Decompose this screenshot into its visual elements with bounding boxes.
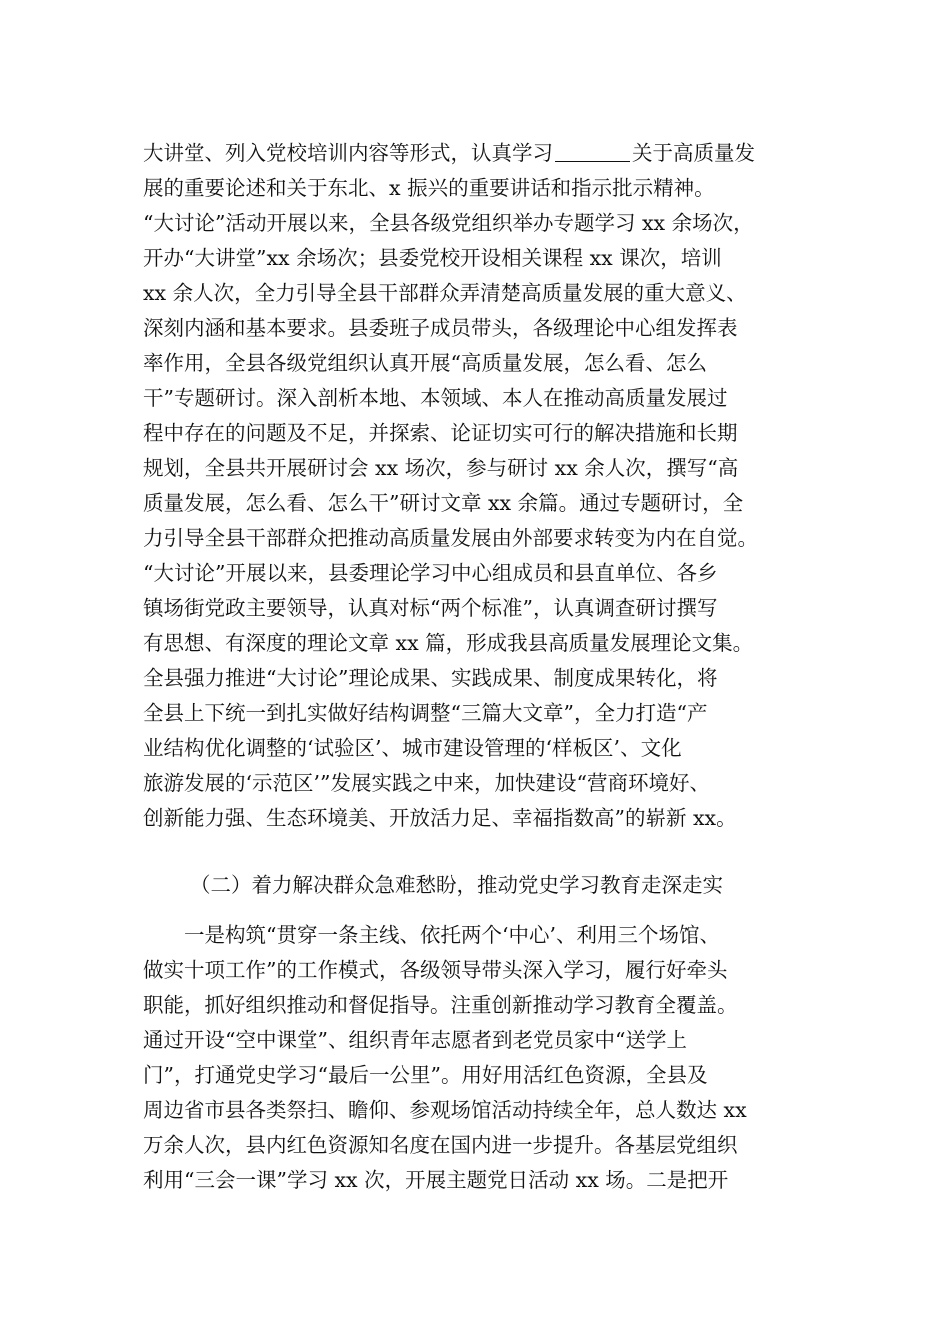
- text-line: 门”，打通党史学习“最后一公里”。用好用活红色资源，全县及: [143, 1063, 708, 1087]
- text-line-start: 大讲堂、列入党校培训内容等形式，认真学习: [143, 141, 553, 165]
- fill-in-blank: [555, 139, 630, 162]
- text-line: 万余人次，县内红色资源知名度在国内进一步提升。各基层党组织: [143, 1133, 738, 1157]
- text-line: 周边省市县各类祭扫、瞻仰、参观场馆活动持续全年，总人数达 xx: [143, 1098, 747, 1122]
- text-line: 规划，全县共开展研讨会 xx 场次，参与研讨 xx 余人次，撰写“高: [143, 456, 739, 480]
- text-line: “大讨论”开展以来，县委理论学习中心组成员和县直单位、各乡: [143, 561, 718, 585]
- text-line: xx 余人次，全力引导全县干部群众弄清楚高质量发展的重大意义、: [143, 281, 747, 305]
- text-line: 干”专题研讨。深入剖析本地、本领域、本人在推动高质量发展过: [143, 386, 728, 410]
- text-line: 率作用，全县各级党组织认真开展“高质量发展，怎么看、怎么: [143, 351, 707, 375]
- text-line: 职能，抓好组织推动和督促指导。注重创新推动学习教育全覆盖。: [143, 993, 738, 1017]
- text-line: 开办“大讲堂”xx 余场次；县委党校开设相关课程 xx 课次，培训: [143, 246, 722, 270]
- text-line: 业结构优化调整的‘试验区’、城市建设管理的‘样板区’、文化: [143, 736, 682, 760]
- text-line: 通过开设“空中课堂”、组织青年志愿者到老党员家中“送学上: [143, 1028, 687, 1052]
- text-line: 旅游发展的‘示范区’”发展实践之中来，加快建设“营商环境好、: [143, 771, 710, 795]
- text-line: 镇场街党政主要领导，认真对标“两个标准”，认真调查研讨撰写: [143, 596, 718, 620]
- text-line: [143, 136, 813, 171]
- text-line: 做实十项工作”的工作模式，各级领导带头深入学习，履行好牵头: [143, 958, 728, 982]
- text-line: 展的重要论述和关于东北、x 振兴的重要讲话和指示批示精神。: [143, 176, 715, 200]
- text-line: 程中存在的问题及不足，并探索、论证切实可行的解决措施和长期: [143, 421, 738, 445]
- text-line: 深刻内涵和基本要求。县委班子成员带头，各级理论中心组发挥表: [143, 316, 738, 340]
- body-paragraph-2: [143, 918, 813, 1198]
- text-line: 有思想、有深度的理论文章 xx 篇，形成我县高质量发展理论文集。: [143, 631, 754, 655]
- text-line: 力引导全县干部群众把推动高质量发展由外部要求转变为内在自觉。: [143, 526, 758, 550]
- text-line: 创新能力强、生态环境美、开放活力足、幸福指数高”的崭新 xx。: [143, 806, 737, 830]
- text-line: 利用“三会一课”学习 xx 次，开展主题党日活动 xx 场。二是把开: [143, 1168, 729, 1192]
- text-line: 全县强力推进“大讨论”理论成果、实践成果、制度成果转化，将: [143, 666, 718, 690]
- text-line-end: 关于高质量发: [632, 141, 755, 165]
- section-heading: （二）着力解决群众急难愁盼，推动党史学习教育走深走实: [190, 873, 723, 897]
- text-line: 全县上下统一到扎实做好结构调整“三篇大文章”，全力打造“产: [143, 701, 708, 725]
- text-line: 质量发展，怎么看、怎么干”研讨文章 xx 余篇。通过专题研讨，全: [143, 491, 744, 515]
- body-paragraph-1: [143, 136, 813, 836]
- text-line: “大讨论”活动开展以来，全县各级党组织举办专题学习 xx 余场次，: [143, 211, 754, 235]
- text-line: 一是构筑“贯穿一条主线、依托两个‘中心’、利用三个场馆、: [143, 923, 721, 947]
